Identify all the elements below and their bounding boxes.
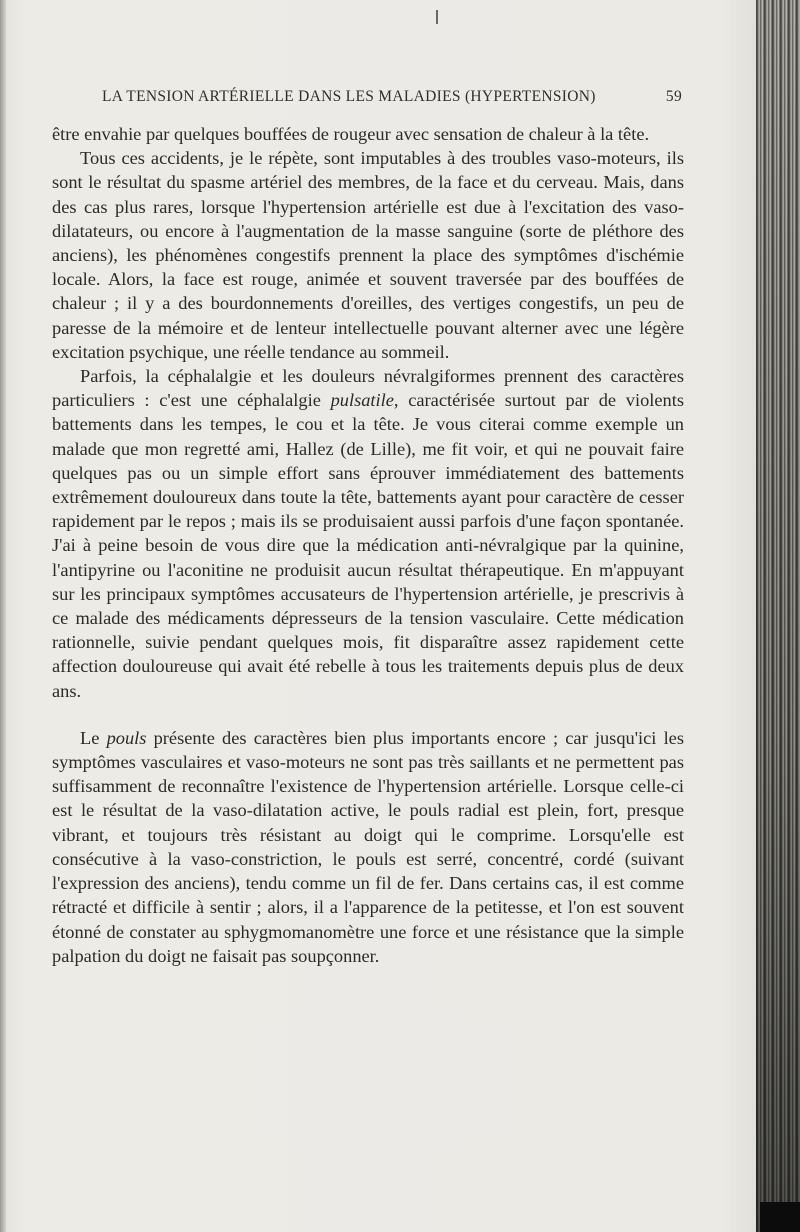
body-text [52, 122, 684, 968]
paragraph-accidents [52, 146, 684, 364]
page-binding-edge [756, 0, 800, 1232]
paragraph-pouls [52, 726, 684, 968]
running-header [102, 88, 682, 110]
paragraph-text: Parfois, la céphalalgie et les douleurs névralgiformes prennent des caractères particuliers : c'est une céphalalgie [52, 366, 684, 411]
paragraph-cephalalgie [52, 364, 684, 703]
paragraph-text: Le [80, 727, 107, 748]
paragraph-text: , caractérisée surtout par de violents battements dans les tempes, le cou et la tête. Je vous citerai comme exemple un malade que mon regretté ami, Hallez (de Lille), me fit voir, et qui ne pouvait faire quelques pas ou un simple effort sans éprouver immédiatement des battements extrêmement douloureux dans toute la tête, battements ayant pour caractère de cesser rapidement par le repos ; mais ils se produisaient aussi parfois d'une façon spontanée. J'ai à peine besoin de vous dire que la médication anti-névralgique par la quinine, l'antipyrine ou l'aconitine ne produisit aucun résultat thérapeutique. En m'appuyant sur les principaux symptômes accusateurs de l'hypertension artérielle, je prescrivis à ce malade des médicaments dépresseurs de la tension vasculaire. Cette médication rationnelle, suivie pendant quelques mois, fit disparaître assez rapidement cette affection douloureuse qui avait été rebelle à tous les traitements depuis plus de deux ans. [52, 390, 684, 701]
paragraph-text: être envahie par quelques bouffées de rougeur avec sensation de chaleur à la tête. [52, 124, 650, 144]
page-number: 59 [665, 88, 682, 105]
italic-term: pouls [106, 727, 147, 748]
italic-term: pulsatile [330, 390, 394, 411]
paragraph-text: Tous ces accidents, je le répète, sont imputables à des troubles vaso-moteurs, ils sont le résultat du spasme artériel des membres, de la face et du cerveau. Mais, dans des cas plus rares, lorsque l'hypertension artérielle est due à l'excitation des vaso-dilatateurs, ou encore à l'augmentation de la masse sanguine (sorte de pléthore des anciens), les phénomènes congestifs prennent la place des symptômes d'ischémie locale. Alors, la face est rouge, animée et souvent traversée par des bouffées de chaleur ; il y a des bourdonnements d'oreilles, des vertiges congestifs, un peu de paresse de la mémoire et de lenteur intellectuelle pouvant alterner avec une légère excitation psychique, une réelle tendance au sommeil. [52, 148, 684, 362]
page-left-shadow [0, 0, 6, 1232]
running-title: LA TENSION ARTÉRIELLE DANS LES MALADIES (HYPERTENSION) [102, 88, 596, 105]
paragraph-continuation [52, 122, 684, 146]
page-corner-shadow [760, 1202, 800, 1232]
print-mark [436, 10, 438, 24]
paragraph-text: présente des caractères bien plus importants encore ; car jusqu'ici les symptômes vasculaires et vaso-moteurs ne sont pas très saillants et ne permettent pas suffisamment de reconnaître l'existence de l'hypertension artérielle. Lorsque celle-ci est le résultat de la vaso-dilatation active, le pouls radial est plein, fort, presque vibrant, et toujours très résistant au doigt qui le comprime. Lorsqu'elle est consécutive à la vaso-constriction, le pouls est serré, concentré, cordé (suivant l'expression des anciens), tendu comme un fil de fer. Dans certains cas, il est comme rétracté et difficile à sentir ; alors, il a l'apparence de la petitesse, et l'on est souvent étonné de constater au sphygmomanomètre une force et une résistance que la simple palpation du doigt ne faisait pas soupçonner. [52, 727, 684, 966]
